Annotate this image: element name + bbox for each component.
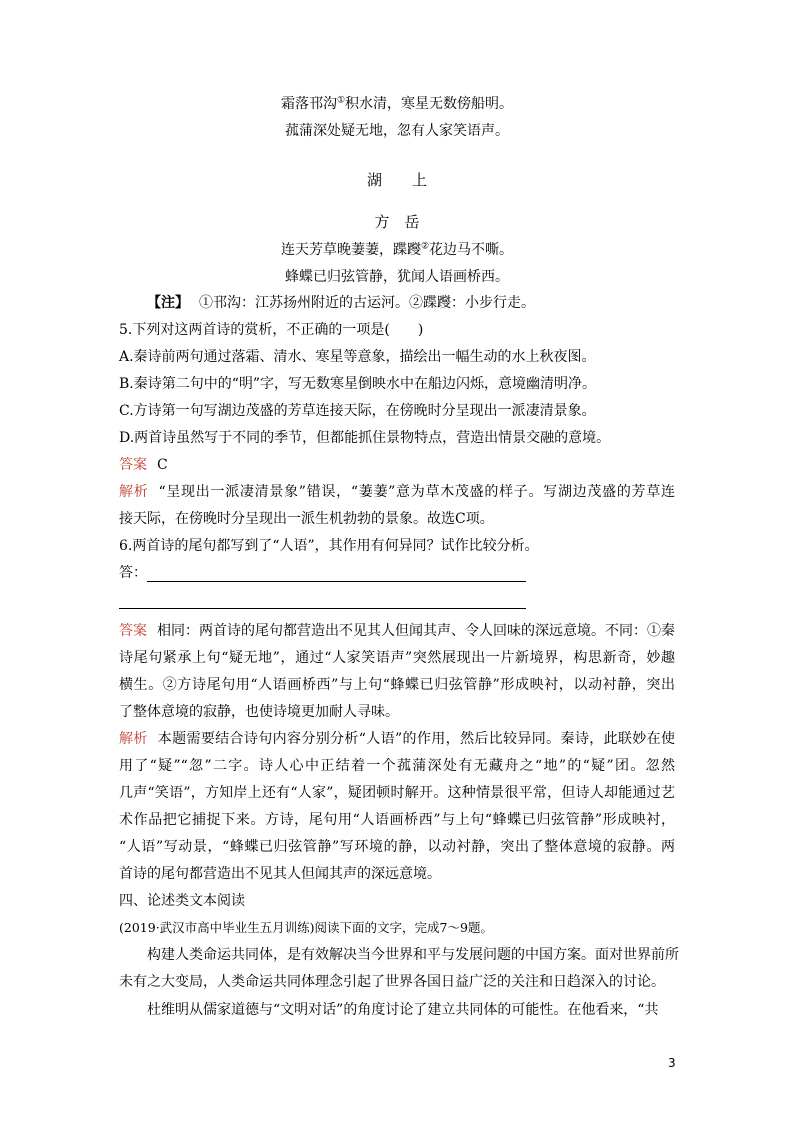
- analysis-label: 解析: [119, 484, 149, 500]
- paragraph-line-1: 构建人类命运共同体，是有效解决当今世界和平与发展问题的中国方案。面对世界前所: [147, 947, 679, 963]
- question-6-analysis-line-1: [119, 729, 675, 749]
- poem1-line2: 菰蒲深处疑无地，忽有人家笑语声。: [285, 123, 509, 139]
- question-5-analysis-line-2: 接天际，在傍晚时分呈现出一派生机勃勃的景象。故选C项。: [119, 511, 494, 527]
- section-source: (2019·武汉市高中毕业生五月训练)阅读下面的文字，完成7～9题。: [119, 920, 493, 935]
- paragraph-line-2: 未有之大变局，人类命运共同体理念引起了世界各国日益广泛的关注和日趋深入的讨论。: [119, 974, 665, 990]
- annotation-note: [147, 293, 535, 313]
- answer-blank-line-1[interactable]: [147, 581, 526, 582]
- answer-text: 相同：两首诗的尾句都营造出不见其人但闻其声、令人回味的深远意境。不同：①秦: [157, 623, 675, 639]
- poem1-line1-part-b: 积水清，寒星无数傍船明。: [345, 96, 514, 112]
- question-6-answer-line-3: 横生。②方诗尾句用“人语画桥西”与上句“蜂蝶已归弦管静”形成映衬，以动衬静，突出: [119, 677, 675, 693]
- question-5-option-b: B.秦诗第二句中的“明”字，写无数寒星倒映水中在船边闪烁，意境幽清明净。: [119, 376, 597, 392]
- poem2-title: 湖 上: [366, 171, 427, 189]
- question-6-analysis-line-6: 首诗的尾句都营造出不见其人但闻其声的深远意境。: [119, 866, 441, 882]
- question-5-option-a: A.秦诗前两句通过落霜、清水、寒星等意象，描绘出一幅生动的水上秋夜图。: [119, 349, 596, 365]
- question-6-answer-line-4: 了整体意境的寂静，也使诗境更加耐人寻味。: [119, 704, 399, 720]
- answer-label: 答案: [119, 623, 147, 639]
- section-heading: 四、论述类文本阅读: [119, 893, 245, 909]
- poem2-line1-part-a: 连天芳草晚萋萋，蹀躞: [280, 242, 421, 258]
- question-6-analysis-line-2: 用了“疑”“忽”二字。诗人心中正结着一个菰蒲深处有无藏舟之“地”的“疑”团。忽然: [119, 758, 675, 774]
- note-label: 【注】: [147, 295, 189, 311]
- question-6-analysis-line-5: “人语”写动景，“蜂蝶已归弦管静”写环境的静，以动衬静，突出了整体意境的寂静。两: [119, 839, 675, 855]
- question-6-answer-line-2: 诗尾句紧承上句“疑无地”，通过“人家笑语声”突然展现出一片新境界，构思新奇，妙趣: [119, 650, 675, 666]
- poem2-line1-part-b: 花边马不嘶。: [429, 242, 514, 258]
- question-5-option-d: D.两首诗虽然写于不同的季节，但都能抓住景物特点，营造出情景交融的意境。: [119, 430, 611, 446]
- answer-prompt: 答：: [119, 565, 147, 581]
- footnote-marker-2: ②: [420, 241, 430, 252]
- note-text: ①邗沟：江苏扬州附近的古运河。②蹀躞：小步行走。: [199, 295, 535, 311]
- poem2-author: 方 岳: [374, 213, 420, 231]
- analysis-text: “呈现出一派凄清景象”错误，“萋萋”意为草木茂盛的样子。写湖边茂盛的芳草连: [158, 484, 675, 500]
- question-5-option-c: C.方诗第一句写湖边茂盛的芳草连接天际，在傍晚时分呈现出一派凄清景象。: [119, 403, 596, 419]
- poem2-line2: 蜂蝶已归弦管静，犹闻人语画桥西。: [285, 269, 509, 285]
- page-number: 3: [668, 1056, 676, 1070]
- footnote-marker-1: ①: [336, 95, 346, 106]
- answer-label: 答案: [119, 457, 147, 473]
- analysis-text: 本题需要结合诗句内容分别分析“人语”的作用，然后比较异同。秦诗，此联妙在使: [157, 731, 676, 747]
- poem2-line1: [0, 240, 794, 260]
- question-5-answer: [119, 455, 168, 475]
- question-5-stem: 5.下列对这两首诗的赏析，不正确的一项是( ): [119, 322, 424, 338]
- question-6-analysis-line-4: 术作品把它捕捉下来。方诗，尾句用“人语画桥西”与上句“蜂蝶已归弦管静”形成映衬，: [119, 812, 675, 828]
- answer-blank-line-2[interactable]: [119, 608, 526, 609]
- question-6-stem: 6.两首诗的尾句都写到了“人语”，其作用有何异同？试作比较分析。: [119, 538, 539, 554]
- analysis-label: 解析: [119, 731, 148, 747]
- question-6-analysis-line-3: 几声“笑语”，方知岸上还有“人家”，疑团顿时解开。这种情景很平常，但诗人却能通过艺: [119, 785, 675, 801]
- answer-value: C: [157, 457, 168, 473]
- question-5-analysis-line-1: [119, 482, 675, 502]
- paragraph-line-3: 杜维明从儒家道德与“文明对话”的角度讨论了建立共同体的可能性。在他看来，“共: [147, 1002, 659, 1018]
- poem1-line1-part-a: 霜落邗沟: [280, 96, 337, 112]
- question-6-answer-line-1: [119, 621, 675, 641]
- poem1-line1: [0, 94, 794, 114]
